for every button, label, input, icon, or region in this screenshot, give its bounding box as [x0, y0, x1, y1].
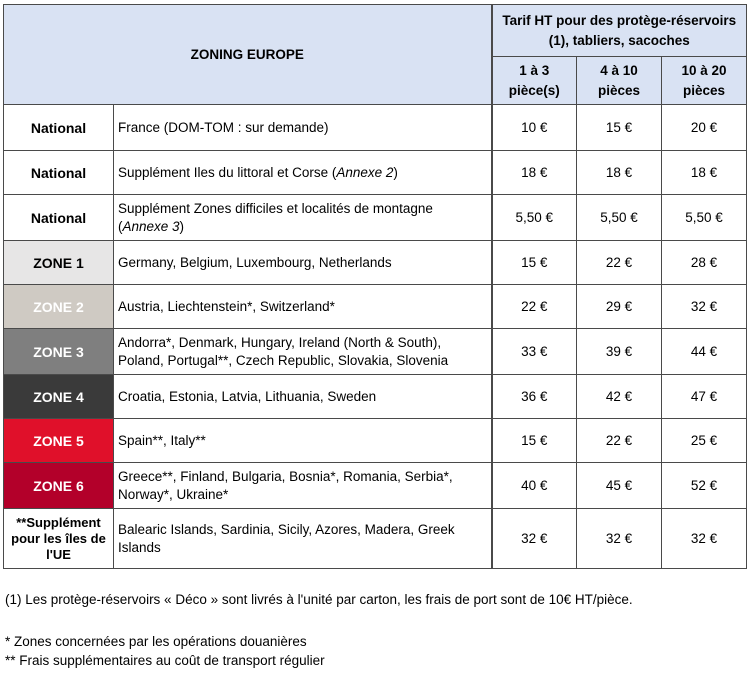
- table-row: [4, 375, 747, 419]
- price-cell: 5,50 €: [662, 195, 747, 241]
- price-cell: 18 €: [662, 151, 747, 195]
- price-cell: 33 €: [492, 329, 577, 375]
- destination-cell: [114, 463, 492, 509]
- annex-reference: Annexe 2: [336, 164, 394, 180]
- price-cell: 20 €: [662, 105, 747, 151]
- destination-text: France (DOM-TOM : sur demande): [118, 119, 329, 135]
- price-cell: 18 €: [577, 151, 662, 195]
- table-row: [4, 329, 747, 375]
- table-row: [4, 241, 747, 285]
- zone-cell: National: [4, 151, 114, 195]
- destination-cell: [114, 329, 492, 375]
- destination-text: Andorra*, Denmark, Hungary, Ireland (North & South), Poland, Portugal**, Czech Republic, Slovakia, Slovenia: [118, 334, 449, 368]
- table-row: [4, 151, 747, 195]
- price-cell: 15 €: [492, 241, 577, 285]
- footnote-transport: ** Frais supplémentaires au coût de transport régulier: [5, 653, 325, 668]
- tarif-header: Tarif HT pour des protège-réservoirs (1), tabliers, sacoches: [492, 5, 747, 57]
- footnote-customs: * Zones concernées par les opérations douanières: [5, 634, 307, 649]
- price-cell: 28 €: [662, 241, 747, 285]
- price-cell: 45 €: [577, 463, 662, 509]
- zone-cell: ZONE 5: [4, 419, 114, 463]
- price-cell: 15 €: [577, 105, 662, 151]
- zone-cell: ZONE 6: [4, 463, 114, 509]
- zone-cell: ZONE 1: [4, 241, 114, 285]
- price-cell: 5,50 €: [577, 195, 662, 241]
- destination-cell: [114, 195, 492, 241]
- zone-cell: ZONE 4: [4, 375, 114, 419]
- zone-cell: National: [4, 105, 114, 151]
- price-cell: 22 €: [577, 241, 662, 285]
- col-header-1-3: 1 à 3 pièce(s): [492, 57, 577, 105]
- destination-cell: [114, 509, 492, 569]
- zoning-header: ZONING EUROPE: [4, 5, 492, 105]
- price-cell: 40 €: [492, 463, 577, 509]
- destination-text: Supplément Iles du littoral et Corse (: [118, 164, 337, 180]
- table-row: [4, 419, 747, 463]
- price-cell: 22 €: [577, 419, 662, 463]
- destination-cell: [114, 375, 492, 419]
- zone-cell: National: [4, 195, 114, 241]
- tarif-table: [3, 4, 747, 569]
- price-cell: 36 €: [492, 375, 577, 419]
- price-cell: 10 €: [492, 105, 577, 151]
- destination-text: Austria, Liechtenstein*, Switzerland*: [118, 298, 335, 314]
- table-row: [4, 195, 747, 241]
- destination-text: Spain**, Italy**: [118, 432, 206, 448]
- destination-text: Croatia, Estonia, Latvia, Lithuania, Sweden: [118, 388, 377, 404]
- col-header-4-10: 4 à 10 pièces: [577, 57, 662, 105]
- destination-cell: [114, 105, 492, 151]
- table-row: [4, 463, 747, 509]
- destination-text: Greece**, Finland, Bulgaria, Bosnia*, Romania, Serbia*, Norway*, Ukraine*: [118, 468, 453, 502]
- destination-cell: [114, 241, 492, 285]
- table-row: [4, 285, 747, 329]
- destination-text: Germany, Belgium, Luxembourg, Netherlands: [118, 254, 392, 270]
- annex-close: ): [179, 218, 185, 234]
- table-row: [4, 105, 747, 151]
- price-cell: 32 €: [662, 509, 747, 569]
- destination-cell: [114, 419, 492, 463]
- price-cell: 29 €: [577, 285, 662, 329]
- annex-reference: Annexe 3: [122, 218, 180, 234]
- price-cell: 32 €: [577, 509, 662, 569]
- price-cell: 5,50 €: [492, 195, 577, 241]
- col-header-10-20: 10 à 20 pièces: [662, 57, 747, 105]
- zone-cell: ZONE 3: [4, 329, 114, 375]
- zone-cell: **Supplément pour les îles de l'UE: [4, 509, 114, 569]
- footnote-deco: (1) Les protège-réservoirs « Déco » sont livrés à l'unité par carton, les frais de port sont de 10€ HT/pièce.: [5, 592, 633, 607]
- price-cell: 42 €: [577, 375, 662, 419]
- price-cell: 44 €: [662, 329, 747, 375]
- price-cell: 52 €: [662, 463, 747, 509]
- price-cell: 32 €: [662, 285, 747, 329]
- price-cell: 47 €: [662, 375, 747, 419]
- destination-text: Supplément Zones difficiles et localités de montagne (: [118, 200, 433, 234]
- price-cell: 32 €: [492, 509, 577, 569]
- destination-text: Balearic Islands, Sardinia, Sicily, Azores, Madera, Greek Islands: [118, 521, 455, 555]
- price-cell: 25 €: [662, 419, 747, 463]
- annex-close: ): [393, 164, 398, 180]
- price-cell: 18 €: [492, 151, 577, 195]
- price-cell: 22 €: [492, 285, 577, 329]
- destination-cell: [114, 285, 492, 329]
- table-row: [4, 509, 747, 569]
- zone-cell: ZONE 2: [4, 285, 114, 329]
- destination-cell: [114, 151, 492, 195]
- price-cell: 39 €: [577, 329, 662, 375]
- price-cell: 15 €: [492, 419, 577, 463]
